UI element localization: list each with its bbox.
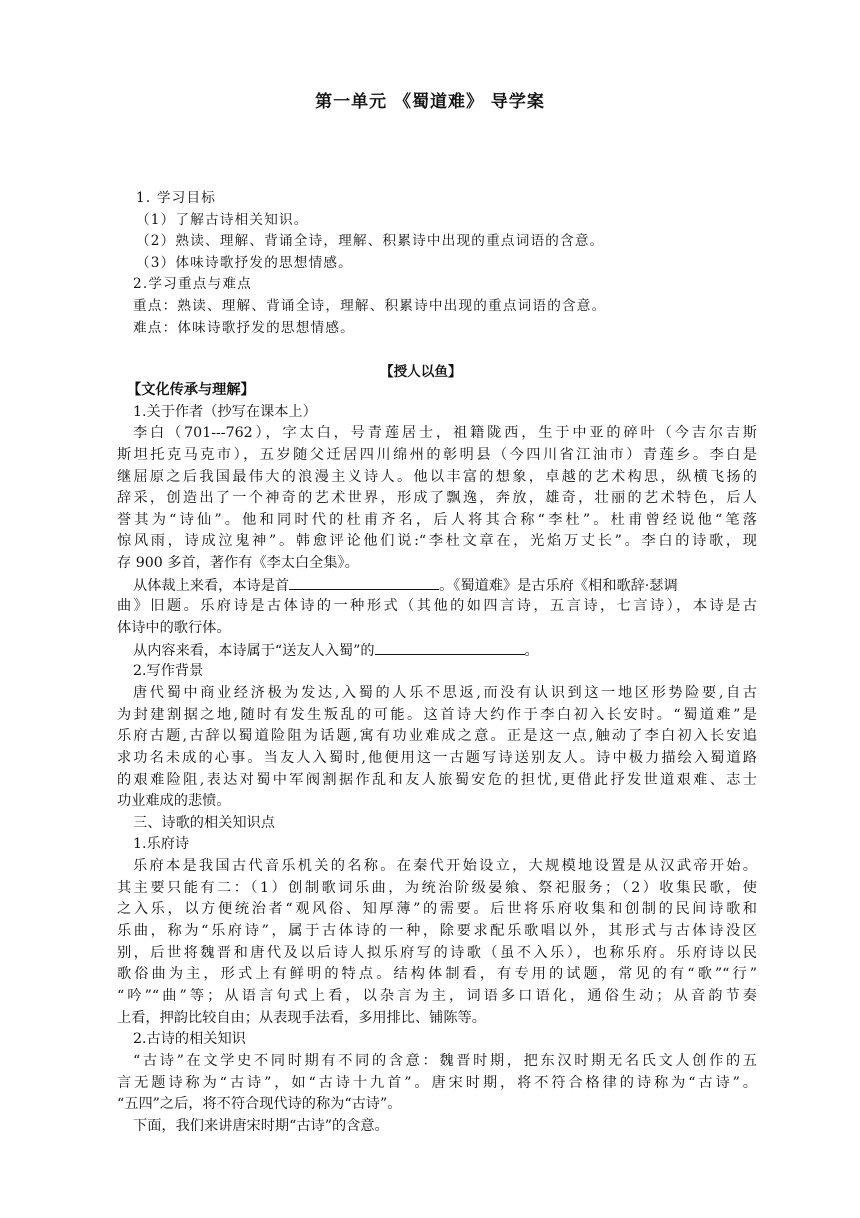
paragraph-line: 唐代蜀中商业经济极为发达,入蜀的人乐不思返,而没有认识到这一地区形势险要,自古 <box>133 684 757 701</box>
content-type-line <box>117 640 757 662</box>
main-content <box>117 380 757 1137</box>
paragraph-line: 求功名未成的心事。当友人入蜀时,他便用这一古题写诗送别友人。诗中极力描绘入蜀道路 <box>117 749 757 766</box>
paragraph-line: 惊风雨，诗成泣鬼神”。韩愈评论他们说:“李杜文章在，光焰万丈长”。李白的诗歌，现 <box>117 533 757 550</box>
paragraph-line: 存 900 多首，著作有《李太白全集》。 <box>117 555 359 572</box>
goals-heading: 1. 学习目标 <box>136 190 217 206</box>
genre-text-b: 。《蜀道难》是古乐府《相和歌辞·瑟调 <box>439 577 678 594</box>
paragraph-line: 下面，我们来讲唐宋时期“古诗”的含意。 <box>133 1117 389 1134</box>
paragraph-line: 李白（701---762），字太白，号青莲居士，祖籍陇西，生于中亚的碎叶（今吉尔吉斯 <box>133 425 757 442</box>
paragraph-line: 言无题诗称为“古诗”，如“古诗十九首”。唐宋时期，将不符合格律的诗称为“古诗”。 <box>117 1074 757 1091</box>
content-text-a: 从内容来看，本诗属于“送友人入蜀”的 <box>133 642 375 659</box>
fill-blank-genre[interactable] <box>289 575 439 590</box>
goal-item-1: （1）了解古诗相关知识。 <box>136 211 309 228</box>
paragraph-line: 的艰难险阻,表达对蜀中军阀割据作乱和友人旅蜀安危的担忧,更借此抒发世道艰难、志士 <box>117 771 757 788</box>
page-title: 第一单元 《蜀道难》 导学案 <box>315 92 545 112</box>
key-points-heading: 2.学习重点与难点 <box>133 276 252 293</box>
paragraph-line: 功业难成的悲愤。 <box>117 793 231 810</box>
paragraph-line: 上看，押韵比较自由；从表现手法看，多用排比、铺陈等。 <box>117 1009 486 1026</box>
paragraph-line: 曲》旧题。乐府诗是古体诗的一种形式（其他的如四言诗，五言诗，七言诗），本诗是古 <box>117 598 757 615</box>
heading-culture: 【文化传承与理解】 <box>127 382 255 398</box>
learning-goals <box>117 188 757 339</box>
paragraph-line: 别，后世将魏晋和唐代及以后诗人拟乐府写的诗歌（虽不入乐），也称乐府。乐府诗以民 <box>117 944 757 961</box>
paragraph-line: 之入乐，以方便统治者“观风俗、知厚薄”的需要。后世将乐府收集和创制的民间诗歌和 <box>117 901 757 918</box>
knowledge-heading: 三、诗歌的相关知识点 <box>133 814 275 831</box>
paragraph-line: 歌俗曲为主，形式上有鲜明的特点。结构体制看，有专用的试题，常见的有“歌”“行” <box>117 966 757 983</box>
genre-line <box>117 575 757 597</box>
paragraph-line: “五四”之后，将不符合现代诗的称为“古诗”。 <box>117 1096 402 1113</box>
paragraph-line: “古诗”在文学史不同时期有不同的含意：魏晋时期，把东汉时期无名氏文人创作的五 <box>133 1052 757 1069</box>
content-text-b: 。 <box>524 642 539 659</box>
difficult-point: 难点：体味诗歌抒发的思想情感。 <box>133 319 355 336</box>
genre-text-a: 从体裁上来看，本诗是首 <box>133 577 290 594</box>
paragraph-line: 乐府本是我国古代音乐机关的名称。在秦代开始设立，大规模地设置是从汉武帝开始。 <box>133 858 757 875</box>
paragraph-line: 誉其为“诗仙”。他和同时代的杜甫齐名，后人将其合称“李杜”。杜甫曾经说他“笔落 <box>117 511 757 528</box>
gushi-heading: 2.古诗的相关知识 <box>133 1031 246 1048</box>
paragraph-line: 乐府古题,古辞以蜀道险阻为话题,寓有功业难成之意。正是这一点,触动了李白初入长安追 <box>117 728 757 745</box>
about-author-heading: 1.关于作者（抄写在课本上） <box>133 403 317 420</box>
goal-item-2: （2）熟读、理解、背诵全诗，理解、积累诗中出现的重点词语的含意。 <box>136 233 605 250</box>
paragraph-line: 斯坦托克马克市），五岁随父迁居四川绵州的彰明县（今四川省江油市）青莲乡。李白是 <box>117 446 757 463</box>
paragraph-line: “吟”“曲”等；从语言句式上看，以杂言为主，词语多口语化，通俗生动；从音韵节奏 <box>117 987 757 1004</box>
paragraph-line: 辞采，创造出了一个神奇的艺术世界，形成了飘逸，奔放，雄奇，壮丽的艺术特色，后人 <box>117 490 757 507</box>
yuefu-heading: 1.乐府诗 <box>133 836 190 853</box>
goal-item-3: （3）体味诗歌抒发的思想情感。 <box>136 254 353 271</box>
paragraph-line: 体诗中的歌行体。 <box>117 620 231 637</box>
paragraph-line: 其主要只能有二：（1）创制歌词乐曲，为统治阶级晏飨、祭祀服务；（2）收集民歌，使 <box>117 879 757 896</box>
paragraph-line: 乐曲，称为“乐府诗”，属于古体诗的一种，除要求配乐歌唱以外，其形式与古体诗没区 <box>117 923 757 940</box>
paragraph-line: 继屈原之后我国最伟大的浪漫主义诗人。他以丰富的想象，卓越的艺术构思，纵横飞扬的 <box>117 468 757 485</box>
paragraph-line: 为封建割据之地,随时有发生叛乱的可能。这首诗大约作于李白初入长安时。“蜀道难”是 <box>117 706 757 723</box>
background-heading: 2.写作背景 <box>133 663 204 680</box>
key-point: 重点：熟读、理解、背诵全诗，理解、积累诗中出现的重点词语的含意。 <box>133 297 607 314</box>
fill-blank-content[interactable] <box>375 640 525 655</box>
section-heading-teach: 【授人以鱼】 <box>380 364 462 380</box>
